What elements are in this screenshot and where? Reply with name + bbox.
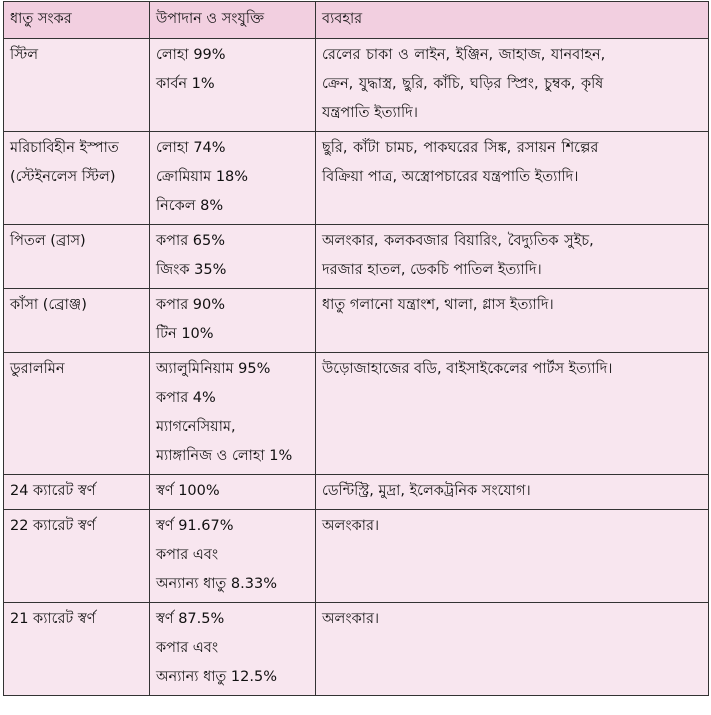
alloy-name: 24 ক্যারেট স্বর্ণ xyxy=(10,483,96,499)
alloy-cell xyxy=(4,510,150,603)
table-row xyxy=(4,289,709,353)
alloy-name: ডুরালমিন xyxy=(10,361,65,377)
composition-line: অন্যান্য ধাতু 12.5% xyxy=(156,669,277,685)
composition-line: স্বর্ণ 87.5% xyxy=(156,611,225,627)
use-line: অলংকার। xyxy=(322,518,380,534)
composition-cell xyxy=(150,289,316,353)
composition-cell xyxy=(150,353,316,475)
use-cell xyxy=(316,510,709,603)
use-cell xyxy=(316,225,709,289)
use-cell xyxy=(316,39,709,132)
alloy-cell xyxy=(4,289,150,353)
use-line: অলংকার। xyxy=(322,611,380,627)
alloy-cell xyxy=(4,603,150,696)
use-cell xyxy=(316,289,709,353)
table-row xyxy=(4,603,709,696)
composition-line: স্বর্ণ 100% xyxy=(156,483,220,499)
composition-line: ম্যাগনেসিয়াম, xyxy=(156,419,236,435)
table-row xyxy=(4,475,709,510)
alloy-name: 22 ক্যারেট স্বর্ণ xyxy=(10,518,96,534)
composition-line: অন্যান্য ধাতু 8.33% xyxy=(156,576,277,592)
use-cell xyxy=(316,475,709,510)
composition-cell xyxy=(150,39,316,132)
use-line: ক্রেন, যুদ্ধাস্ত্র, ছুরি, কাঁচি, ঘড়ির স্প্রিং, চুম্বক, কৃষি xyxy=(322,76,604,92)
table-row xyxy=(4,225,709,289)
table-row xyxy=(4,39,709,132)
use-line: উড়োজাহাজের বডি, বাইসাইকেলের পার্টস ইত্যাদি। xyxy=(322,361,613,377)
alloy-name: পিতল (ব্রাস) xyxy=(10,233,86,249)
composition-cell xyxy=(150,603,316,696)
use-line: ডেন্টিস্ট্রি, মুদ্রা, ইলেকট্রনিক সংযোগ। xyxy=(322,483,531,499)
composition-line: কপার এবং xyxy=(156,547,219,563)
table-row xyxy=(4,353,709,475)
table-row xyxy=(4,132,709,225)
alloy-name: মরিচাবিহীন ইস্পাত xyxy=(10,140,119,156)
table-header xyxy=(4,2,709,39)
header-alloy: ধাতু সংকর xyxy=(4,2,150,39)
table-row xyxy=(4,510,709,603)
composition-line: টিন 10% xyxy=(156,326,214,342)
alloy-cell xyxy=(4,353,150,475)
composition-line: কপার 65% xyxy=(156,233,226,249)
composition-line: কপার 4% xyxy=(156,390,216,406)
composition-cell xyxy=(150,225,316,289)
use-cell xyxy=(316,353,709,475)
composition-cell xyxy=(150,132,316,225)
header-use: ব্যবহার xyxy=(316,2,709,39)
composition-line: কপার 90% xyxy=(156,297,226,313)
composition-line: ক্রোমিয়াম 18% xyxy=(156,169,249,185)
alloy-table xyxy=(3,1,709,696)
use-line: ধাতু গলানো যন্ত্রাংশ, থালা, গ্লাস ইত্যাদি। xyxy=(322,297,554,313)
use-line: রেলের চাকা ও লাইন, ইঞ্জিন, জাহাজ, যানবাহন, xyxy=(322,47,606,63)
composition-line: লোহা 99% xyxy=(156,47,226,63)
table-body xyxy=(4,39,709,696)
composition-line: লোহা 74% xyxy=(156,140,226,156)
composition-line: স্বর্ণ 91.67% xyxy=(156,518,234,534)
use-line: বিক্রিয়া পাত্র, অস্ত্রোপচারের যন্ত্রপাতি ইত্যাদি। xyxy=(322,169,579,185)
composition-cell xyxy=(150,475,316,510)
alloy-cell xyxy=(4,225,150,289)
alloy-name: স্টিল xyxy=(10,47,39,63)
alloy-name: কাঁসা (ব্রোঞ্জ) xyxy=(10,297,87,313)
alloy-cell xyxy=(4,475,150,510)
use-cell xyxy=(316,603,709,696)
composition-line: কার্বন 1% xyxy=(156,76,215,92)
header-row xyxy=(4,2,709,39)
header-composition: উপাদান ও সংযুক্তি xyxy=(150,2,316,39)
alloy-name: (স্টেইনলেস স্টিল) xyxy=(10,169,116,185)
composition-line: অ্যালুমিনিয়াম 95% xyxy=(156,361,271,377)
composition-line: কপার এবং xyxy=(156,640,219,656)
use-line: ছুরি, কাঁটা চামচ, পাকঘরের সিঙ্ক, রসায়ন শিল্পের xyxy=(322,140,599,156)
alloy-cell xyxy=(4,132,150,225)
use-cell xyxy=(316,132,709,225)
use-line: অলংকার, কলকবজার বিয়ারিং, বৈদ্যুতিক সুইচ, xyxy=(322,233,594,249)
composition-line: ম্যাঙ্গানিজ ও লোহা 1% xyxy=(156,448,293,464)
alloy-name: 21 ক্যারেট স্বর্ণ xyxy=(10,611,96,627)
composition-cell xyxy=(150,510,316,603)
use-line: দরজার হাতল, ডেকচি পাতিল ইত্যাদি। xyxy=(322,262,542,278)
use-line: যন্ত্রপাতি ইত্যাদি। xyxy=(322,105,418,121)
alloy-cell xyxy=(4,39,150,132)
composition-line: জিংক 35% xyxy=(156,262,227,278)
composition-line: নিকেল 8% xyxy=(156,198,224,214)
